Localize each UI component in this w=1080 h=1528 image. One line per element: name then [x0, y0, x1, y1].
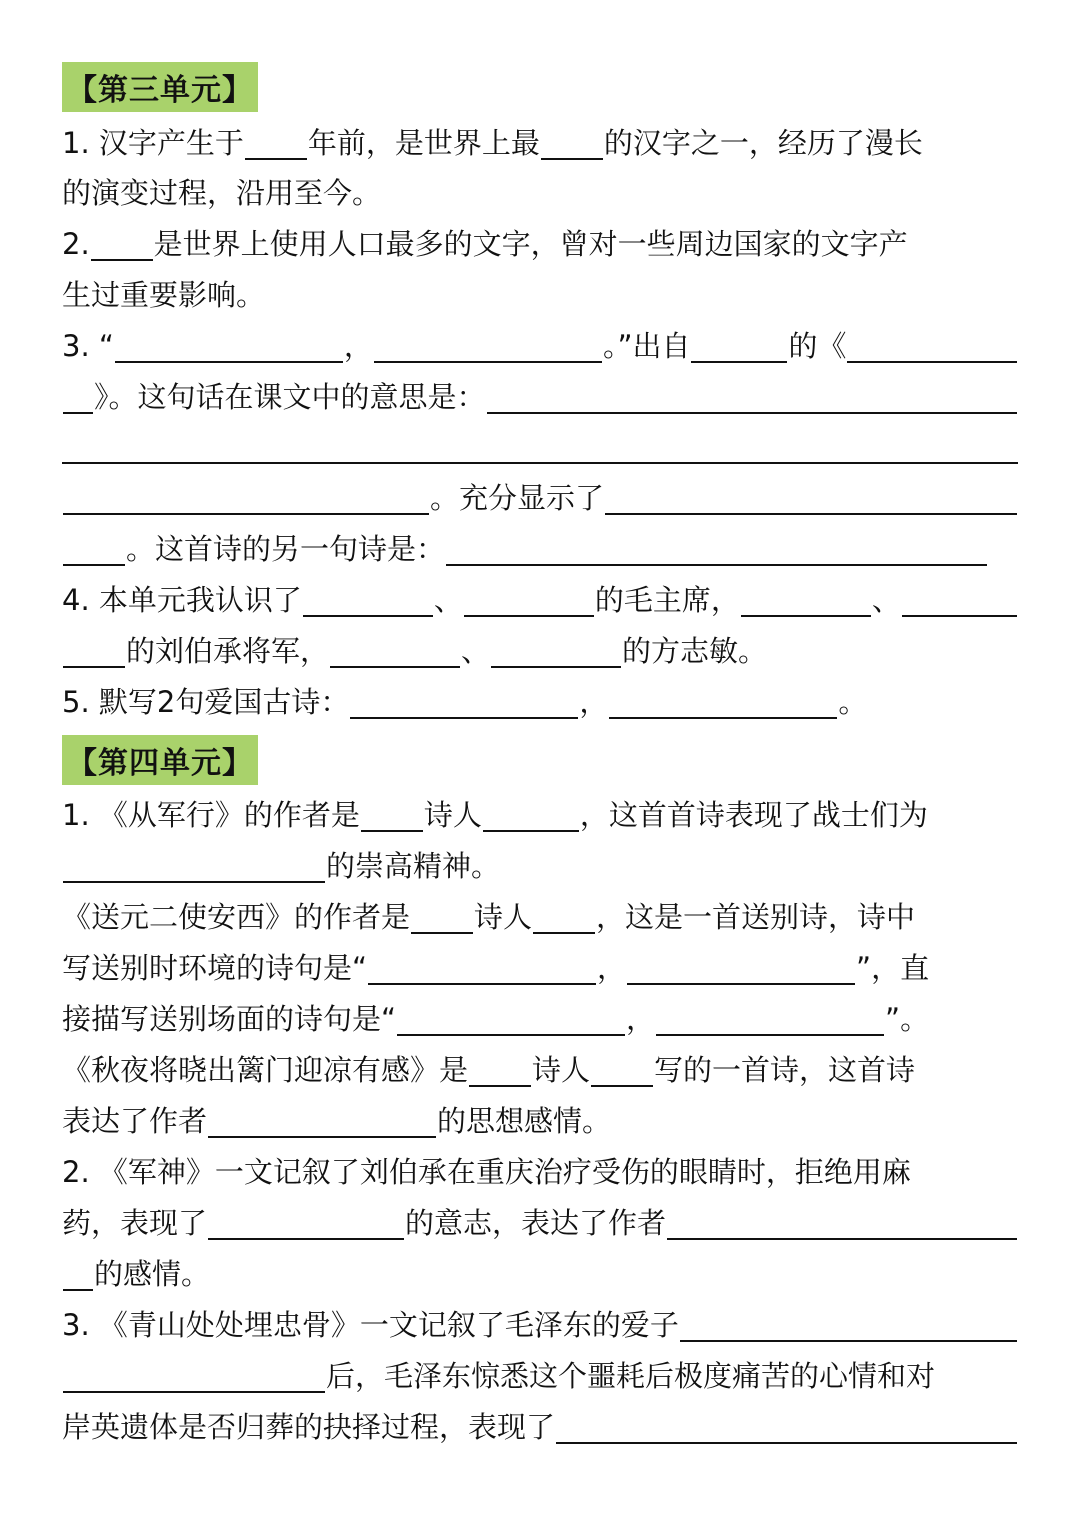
text: 5. 默写2句爱国古诗： — [62, 685, 350, 719]
answer-blank[interactable] — [63, 477, 429, 515]
answer-blank[interactable] — [63, 376, 93, 414]
answer-blank[interactable] — [63, 528, 125, 566]
unit4-q2-line1 — [62, 1147, 1018, 1198]
text: 《秋夜将晓出篱门迎凉有感》是 — [62, 1053, 469, 1087]
text: 写送别时环境的诗句是“ — [62, 951, 368, 985]
answer-blank[interactable] — [330, 630, 460, 668]
text: 1. 《从军行》的作者是 — [62, 798, 360, 832]
text: 、 — [871, 583, 901, 617]
text: 的刘伯承将军， — [126, 634, 330, 668]
answer-blank[interactable] — [627, 947, 855, 985]
answer-blank[interactable] — [115, 325, 343, 363]
text: 的汉字之一，经历了漫长 — [603, 126, 923, 160]
text: 诗人 — [532, 1053, 591, 1087]
answer-blank[interactable] — [605, 477, 1017, 515]
answer-blank[interactable] — [303, 579, 433, 617]
unit3-q3-line2 — [62, 372, 1018, 423]
text: 。”出自 — [602, 329, 691, 363]
text: 》。这句话在课文中的意思是： — [94, 380, 486, 414]
answer-blank[interactable] — [533, 896, 595, 934]
text: ， — [343, 329, 373, 363]
unit4-q2-line3 — [62, 1249, 1018, 1300]
answer-blank[interactable] — [63, 1253, 93, 1291]
unit3-q3-line4 — [62, 473, 1018, 524]
unit4-heading: 【第四单元】 — [62, 735, 258, 785]
text: 2. 《军神》一文记叙了刘伯承在重庆治疗受伤的眼睛时，拒绝用麻 — [62, 1155, 911, 1189]
answer-blank[interactable] — [411, 896, 473, 934]
answer-blank[interactable] — [656, 998, 884, 1036]
answer-blank[interactable] — [741, 579, 871, 617]
answer-blank[interactable] — [469, 1049, 531, 1087]
answer-blank[interactable] — [208, 1100, 436, 1138]
unit4-q1c-line1 — [62, 1045, 1018, 1096]
text: 接描写送别场面的诗句是“ — [62, 1002, 397, 1036]
text: ，这是一首送别诗，诗中 — [596, 900, 916, 934]
text: 的思想感情。 — [437, 1104, 612, 1138]
unit3-q1-line1 — [62, 118, 1018, 169]
answer-blank[interactable] — [63, 630, 125, 668]
unit3-q2-line2 — [62, 270, 1018, 321]
text: 。这首诗的另一句诗是： — [126, 532, 446, 566]
answer-blank[interactable] — [374, 325, 602, 363]
unit3-q5-line1 — [62, 677, 1018, 728]
answer-rule[interactable] — [62, 462, 1018, 464]
text: 年前，是世界上最 — [307, 126, 540, 160]
text: 、 — [433, 583, 463, 617]
text: 生过重要影响。 — [62, 278, 266, 312]
unit4-q3-line1 — [62, 1300, 1018, 1351]
unit4-q1-line1 — [62, 790, 1018, 841]
answer-blank[interactable] — [491, 630, 621, 668]
text: 岸英遗体是否归葬的抉择过程，表现了 — [62, 1410, 556, 1444]
text: 诗人 — [474, 900, 533, 934]
text: ， — [579, 685, 609, 719]
text: ， — [597, 951, 627, 985]
answer-blank[interactable] — [397, 998, 625, 1036]
answer-blank[interactable] — [902, 579, 1017, 617]
answer-blank[interactable] — [63, 1355, 325, 1393]
text: 药，表现了 — [62, 1206, 208, 1240]
answer-blank[interactable] — [680, 1304, 1017, 1342]
answer-blank[interactable] — [847, 325, 1017, 363]
answer-blank[interactable] — [667, 1202, 1017, 1240]
unit4-q1b-line1 — [62, 892, 1018, 943]
text: 的《 — [788, 329, 847, 363]
answer-blank[interactable] — [350, 681, 578, 719]
unit3-q3-line5 — [62, 524, 988, 575]
answer-blank[interactable] — [446, 528, 987, 566]
answer-blank[interactable] — [63, 845, 325, 883]
text: ”，直 — [856, 951, 930, 985]
text: 的崇高精神。 — [326, 849, 501, 883]
answer-blank[interactable] — [361, 794, 423, 832]
answer-blank[interactable] — [245, 122, 307, 160]
unit4-q1c-line2 — [62, 1096, 1018, 1147]
text: ，这首首诗表现了战士们为 — [579, 798, 928, 832]
answer-blank[interactable] — [208, 1202, 404, 1240]
unit3-q2-line1 — [62, 219, 1018, 270]
text: 后，毛泽东惊悉这个噩耗后极度痛苦的心情和对 — [326, 1359, 936, 1393]
unit4-q1b-line3 — [62, 994, 1018, 1045]
unit4-q3-line2 — [62, 1351, 1018, 1402]
text: 3. “ — [62, 329, 114, 363]
answer-blank[interactable] — [541, 122, 603, 160]
unit3-heading: 【第三单元】 — [62, 62, 258, 112]
text: ， — [626, 1002, 656, 1036]
text: 。充分显示了 — [430, 481, 605, 515]
answer-blank[interactable] — [691, 325, 787, 363]
text: 4. 本单元我认识了 — [62, 583, 302, 617]
unit3-q1-line2 — [62, 168, 1018, 219]
unit4-q3-line3 — [62, 1402, 1018, 1453]
text: 1. 汉字产生于 — [62, 126, 244, 160]
text: 的毛主席， — [594, 583, 740, 617]
answer-blank[interactable] — [464, 579, 594, 617]
unit4-q2-line2 — [62, 1198, 1018, 1249]
text: 诗人 — [423, 798, 482, 832]
text: 3. 《青山处处埋忠骨》一文记叙了毛泽东的爱子 — [62, 1308, 679, 1342]
answer-blank[interactable] — [91, 223, 153, 261]
text: 是世界上使用人口最多的文字，曾对一些周边国家的文字产 — [153, 227, 908, 261]
text: 。 — [838, 685, 868, 719]
answer-blank[interactable] — [556, 1406, 1017, 1444]
answer-blank[interactable] — [487, 376, 1017, 414]
unit4-q1b-line2 — [62, 943, 1018, 994]
unit3-q4-line1 — [62, 575, 1018, 626]
answer-blank[interactable] — [609, 681, 837, 719]
text: 、 — [461, 634, 491, 668]
answer-blank[interactable] — [483, 794, 579, 832]
unit3-q3-line1 — [62, 321, 1018, 372]
text: 的方志敏。 — [622, 634, 768, 668]
answer-blank[interactable] — [591, 1049, 653, 1087]
text: 的感情。 — [94, 1257, 211, 1291]
text: 2. — [62, 227, 90, 261]
unit4-q1-line2 — [62, 841, 1018, 892]
text: 表达了作者 — [62, 1104, 208, 1138]
text: ”。 — [885, 1002, 930, 1036]
text: 的意志，表达了作者 — [405, 1206, 667, 1240]
text: 《送元二使安西》的作者是 — [62, 900, 411, 934]
answer-blank[interactable] — [368, 947, 596, 985]
text: 的演变过程，沿用至今。 — [62, 176, 382, 210]
unit3-q4-line2 — [62, 626, 1018, 677]
text: 写的一首诗，这首诗 — [654, 1053, 916, 1087]
